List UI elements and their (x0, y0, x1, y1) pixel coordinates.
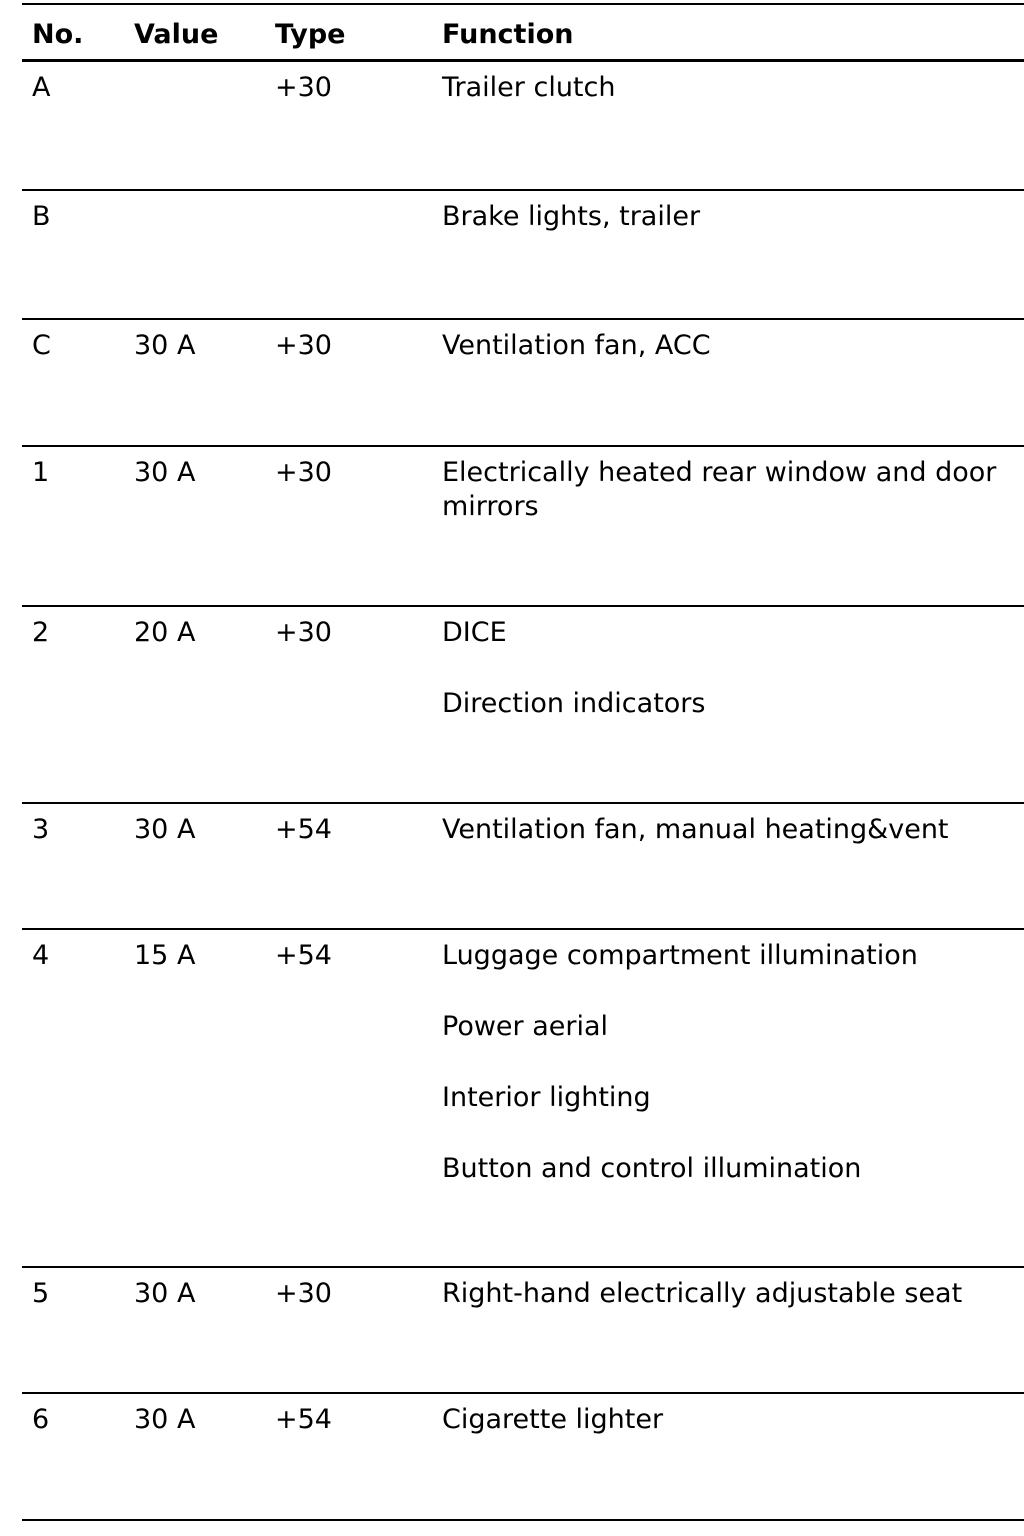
row-no: C (32, 330, 51, 361)
row-value: 30 A (134, 330, 196, 361)
function-item: Trailer clutch (442, 72, 616, 103)
table-row (22, 191, 1024, 318)
row-functions (442, 813, 1024, 884)
header-no: No. (32, 19, 84, 50)
function-item: DICE (442, 617, 507, 648)
row-type: +30 (275, 72, 332, 103)
row-type: +54 (275, 940, 332, 971)
row-type: +54 (275, 1404, 332, 1435)
function-item: Ventilation fan, ACC (442, 330, 711, 361)
header-type: Type (275, 19, 346, 50)
table-row (22, 930, 1024, 1266)
row-no: B (32, 201, 51, 232)
row-type: +30 (275, 617, 332, 648)
row-value: 30 A (134, 1278, 196, 1309)
row-no: 4 (32, 940, 50, 971)
function-item: Brake lights, trailer (442, 201, 701, 232)
row-no: A (32, 72, 51, 103)
function-item: Cigarette lighter (442, 1404, 664, 1435)
function-item: Direction indicators (442, 688, 706, 719)
function-item: Ventilation fan, manual heating&vent (442, 814, 949, 845)
table-row (22, 1268, 1024, 1392)
row-value: 30 A (134, 457, 196, 488)
row-functions (442, 1403, 1024, 1474)
function-item: Right-hand electrically adjustable seat (442, 1278, 963, 1309)
function-item: Interior lighting (442, 1082, 651, 1113)
row-functions (442, 71, 1024, 142)
row-type: +30 (275, 1278, 332, 1309)
row-no: 3 (32, 814, 50, 845)
row-type: +30 (275, 457, 332, 488)
row-value: 20 A (134, 617, 196, 648)
row-value: 30 A (134, 814, 196, 845)
row-functions (442, 616, 1024, 758)
row-no: 2 (32, 617, 50, 648)
header-function: Function (442, 19, 574, 50)
row-functions (442, 456, 1024, 561)
table-row (22, 62, 1024, 189)
table-row (22, 320, 1024, 445)
header-value: Value (134, 19, 219, 50)
function-item: Electrically heated rear window and door mirrors (442, 457, 997, 522)
row-no: 6 (32, 1404, 50, 1435)
row-value: 30 A (134, 1404, 196, 1435)
table-row (22, 447, 1024, 605)
row-type: +30 (275, 330, 332, 361)
function-item: Power aerial (442, 1011, 609, 1042)
row-functions (442, 329, 1024, 400)
table-header-row (22, 5, 1024, 59)
row-type: +54 (275, 814, 332, 845)
row-functions (442, 1277, 1024, 1348)
row-value: 15 A (134, 940, 196, 971)
table-row (22, 1394, 1024, 1519)
row-functions (442, 939, 1024, 1223)
table-bottom-rule (22, 1519, 1024, 1521)
table-row (22, 607, 1024, 802)
function-item: Button and control illumination (442, 1153, 862, 1184)
fuse-table (22, 0, 1024, 1521)
table-row (22, 804, 1024, 928)
row-no: 5 (32, 1278, 50, 1309)
row-no: 1 (32, 457, 50, 488)
function-item: Luggage compartment illumination (442, 940, 918, 971)
row-functions (442, 200, 1024, 271)
